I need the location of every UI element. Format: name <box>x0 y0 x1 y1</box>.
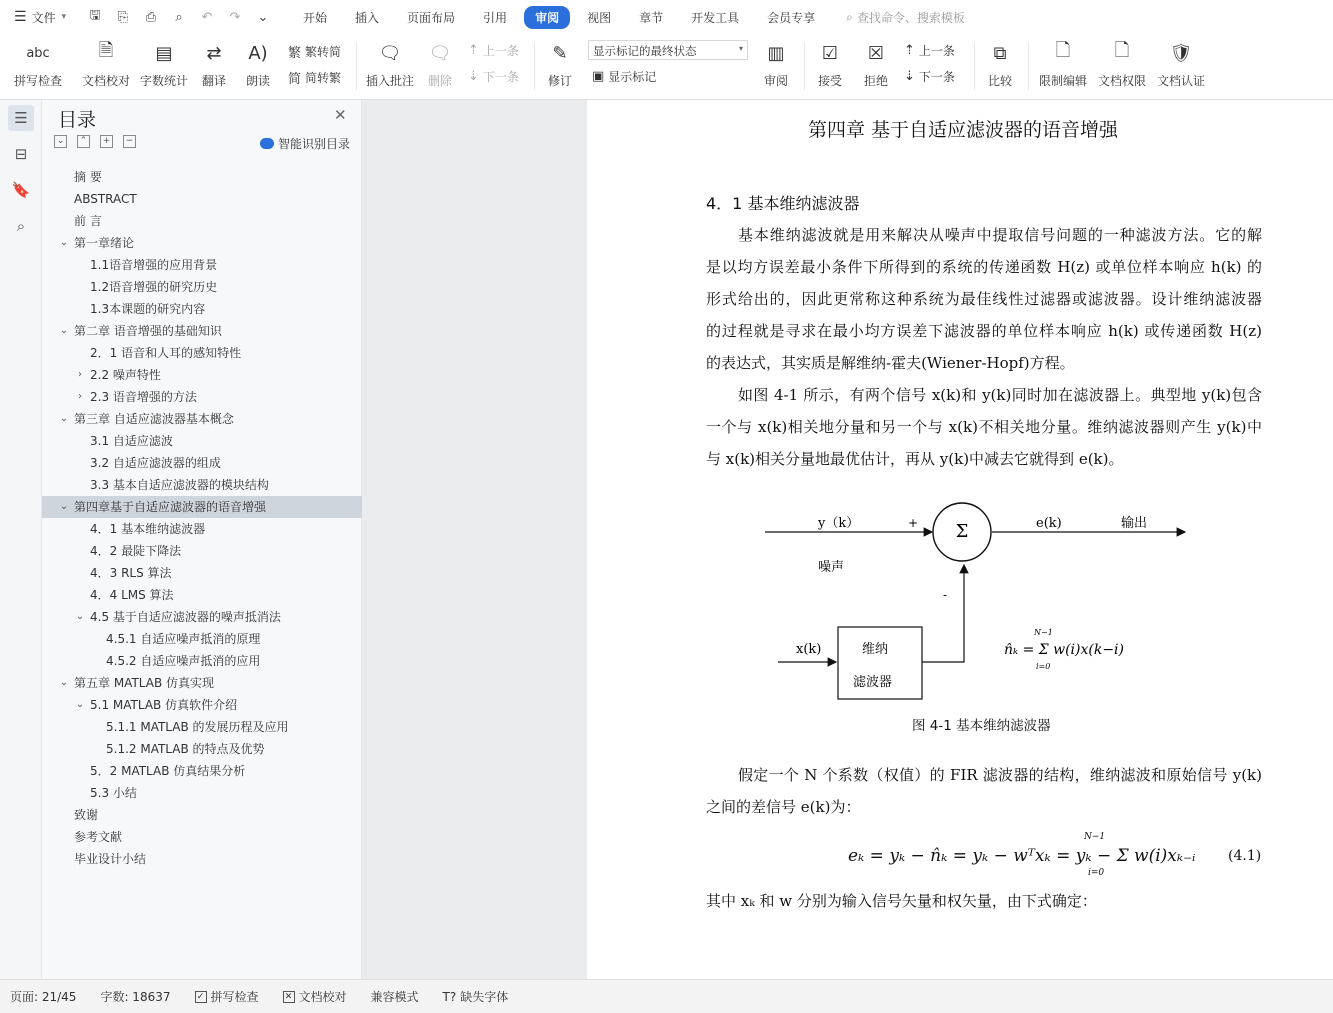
redo-icon[interactable]: ↷ <box>229 9 241 25</box>
export-icon[interactable]: ⎘ <box>117 9 129 25</box>
formula-upper-limit: N−1 <box>1034 628 1053 637</box>
save-icon[interactable]: 🖫 <box>89 8 101 23</box>
lock-doc-icon: 🗋 <box>1055 40 1071 61</box>
paragraph-line: 基本维纳滤波就是用来解决从噪声中提取信号问题的一种滤波方法。它的解 <box>738 226 1262 244</box>
file-menu-label: 文件 <box>31 10 56 25</box>
tab-home[interactable]: 开始 <box>303 10 328 25</box>
toc-item[interactable] <box>42 716 362 738</box>
chevron-down-icon: ▾ <box>61 12 67 22</box>
translate-button[interactable]: ⇄ 翻译 <box>184 38 244 89</box>
paragraph-line: 其中 xₖ 和 w 分别为输入信号矢量和权矢量，由下式确定： <box>706 892 1097 910</box>
menu-bar <box>0 0 1333 34</box>
toc-item-label: 4.5.1 自适应噪声抵消的原理 <box>106 632 261 646</box>
toc-item[interactable] <box>42 342 362 364</box>
equation-body: eₖ = yₖ − n̂ₖ = yₖ − wᵀxₖ = yₖ − Σ w(i)xₖ₋ᵢ <box>848 846 1196 866</box>
tab-page-layout[interactable]: 页面布局 <box>407 10 456 25</box>
toc-item[interactable] <box>42 672 362 694</box>
toc-item-label: 2.3 语音增强的方法 <box>90 390 197 404</box>
toc-item[interactable] <box>42 210 362 232</box>
toc-icon[interactable]: ☰ <box>8 105 34 131</box>
reject-icon: ☒ <box>867 42 885 64</box>
accept-icon: ☑ <box>821 42 839 64</box>
toc-item[interactable] <box>42 540 362 562</box>
plus-sign: + <box>908 516 919 530</box>
toc-item-label: 4．2 最陡下降法 <box>90 544 182 558</box>
customize-icon[interactable]: ⌄ <box>257 9 269 25</box>
wiener-filter-diagram <box>760 495 1200 710</box>
toc-item-label: 毕业设计小结 <box>74 852 147 866</box>
next-change-icon: ⇣ <box>904 69 915 84</box>
toc-toolbar <box>54 135 136 148</box>
restrict-edit-button[interactable]: 🗋 限制编辑 <box>1038 40 1087 88</box>
toc-item-label: 5．2 MATLAB 仿真结果分析 <box>90 764 246 778</box>
chevron-down-icon: ▾ <box>738 44 743 53</box>
revise-button[interactable]: ✎ 修订 <box>530 38 590 89</box>
toc-item-label: 4．1 基本维纳滤波器 <box>90 522 206 536</box>
toc-item-label: 5.1.1 MATLAB 的发展历程及应用 <box>106 720 289 734</box>
doc-proof-button[interactable]: 🗎 文档校对 <box>81 40 130 88</box>
smart-toc-icon <box>260 138 274 149</box>
chapter-title: 第四章 基于自适应滤波器的语音增强 <box>808 119 1119 141</box>
read-aloud-button[interactable]: A) 朗读 <box>228 38 288 89</box>
toc-item-label: 第三章 自适应滤波器基本概念 <box>74 412 234 426</box>
toc-item-label: 5.1.2 MATLAB 的特点及优势 <box>106 742 265 756</box>
prev-change-icon: ⇡ <box>904 43 915 58</box>
toc-item[interactable] <box>42 628 362 650</box>
toc-item[interactable] <box>42 606 362 628</box>
toc-item[interactable] <box>42 738 362 760</box>
paragraph-line: 的表达式，其实质是解维纳-霍夫(Wiener-Hopf)方程。 <box>706 354 1075 372</box>
toc-item-label: 2．1 语音和人耳的感知特性 <box>90 346 242 360</box>
ribbon-tabs <box>292 6 832 29</box>
toc-item[interactable] <box>42 408 362 430</box>
filter-label-line2: 滤波器 <box>853 675 893 690</box>
doc-proof-icon: 🗎 <box>98 40 114 61</box>
search-icon[interactable]: ⌕ <box>16 217 26 235</box>
paragraph-line: 如图 4-1 所示，有两个信号 x(k)和 y(k)同时加在滤波器上。典型地 y(k)包含 <box>738 386 1262 404</box>
comment-delete-icon: 🗨 <box>428 42 452 64</box>
word-count-button[interactable]: ▤ 字数统计 <box>134 38 194 89</box>
toc-item-label: 第二章 语音增强的基础知识 <box>74 324 222 338</box>
certify-icon: 🛡 <box>1169 42 1193 64</box>
toc-pane <box>42 100 362 979</box>
chevron-down-icon[interactable]: ⌄ <box>59 413 69 424</box>
minus-sign: - <box>943 588 948 602</box>
read-aloud-icon: A) <box>248 42 268 64</box>
output-label: 输出 <box>1121 516 1148 531</box>
translate-icon: ⇄ <box>206 42 222 64</box>
accept-button[interactable]: ☑ 接受 <box>800 38 860 89</box>
chapter-nav-icon[interactable]: ⊟ <box>14 145 28 163</box>
tab-insert[interactable]: 插入 <box>355 10 380 25</box>
review-ribbon <box>0 34 1333 100</box>
paragraph-line: 与 x(k)相关分量地最优估计，再从 y(k)中减去它就得到 e(k)。 <box>706 450 1124 468</box>
toc-item-label: 参考文献 <box>74 830 123 844</box>
doc-permission-button[interactable]: 🗋 文档权限 <box>1097 40 1146 88</box>
paragraph-line: 的过程就是寻求在最小均方误差下滤波器的单位样本响应 h(k) 或传递函数 H(z) <box>706 322 1262 340</box>
paragraph-line: 是以均方误差最小条件下所得到的系统的传递函数 H(z) 或单位样本响应 h(k) 的 <box>706 258 1262 276</box>
review-pane-icon: ▥ <box>767 42 785 64</box>
add-heading-icon[interactable]: + <box>100 135 113 148</box>
check-icon: ✓ <box>195 991 207 1003</box>
status-proof[interactable]: ✕ 文档校对 <box>283 988 347 1005</box>
section-title: 4．1 基本维纳滤波器 <box>706 194 860 213</box>
undo-icon[interactable]: ↶ <box>201 9 213 25</box>
close-icon[interactable]: ✕ <box>334 106 347 124</box>
toc-item-label: 1.3本课题的研究内容 <box>90 302 206 316</box>
toc-item-label: 2.2 噪声特性 <box>90 368 161 382</box>
toc-item-label: 3.1 自适应滤波 <box>90 434 173 448</box>
paragraph-3 <box>706 759 1262 823</box>
search-icon: ⌕ <box>846 9 853 24</box>
estimate-formula: n̂ₖ = Σ w(i)x(k−i) <box>1004 642 1124 658</box>
chevron-down-icon[interactable]: ⌄ <box>75 699 85 710</box>
toc-item-label: 前 言 <box>74 214 102 228</box>
proof-icon: ✕ <box>283 991 295 1003</box>
doc-certify-button[interactable]: 🛡 文档认证 <box>1151 38 1211 89</box>
next-icon: ⇣ <box>468 69 479 84</box>
paragraph-line: 一个与 x(k)相关地分量和另一个与 x(k)不相关地分量。维纳滤波器则产生 y(k)中 <box>706 418 1262 436</box>
tab-review[interactable]: 审阅 <box>524 6 570 29</box>
toc-item-label: 4.5.2 自适应噪声抵消的应用 <box>106 654 261 668</box>
sigma-symbol: Σ <box>955 521 969 542</box>
toc-item-label: 第四章基于自适应滤波器的语音增强 <box>74 500 267 514</box>
expand-all-icon[interactable]: ⌃ <box>77 135 90 148</box>
toc-item[interactable] <box>42 760 362 782</box>
compare-button[interactable]: ⧉ 比较 <box>970 38 1030 89</box>
spellcheck-button[interactable]: abc 拼写检查 <box>8 38 68 89</box>
smart-toc-button[interactable]: 智能识别目录 <box>260 135 350 152</box>
equation-number: (4.1) <box>1228 848 1262 864</box>
show-markup-button[interactable]: ▣ 显示标记 <box>592 69 657 84</box>
spellcheck-icon: abc <box>26 45 50 61</box>
word-count-indicator[interactable]: 字数: 18637 <box>100 990 171 1004</box>
chevron-down-icon[interactable]: ⌄ <box>75 611 85 622</box>
toc-item-label: 4.5 基于自适应滤波器的噪声抵消法 <box>90 610 281 624</box>
convert-icon: 繁 <box>288 46 302 61</box>
toc-item[interactable] <box>42 804 362 826</box>
toc-item-label: 4．3 RLS 算法 <box>90 566 172 580</box>
feedback-arrow <box>922 565 964 662</box>
toc-item-label: 1.2语音增强的研究历史 <box>90 280 218 294</box>
toc-item[interactable] <box>42 276 362 298</box>
compat-mode[interactable]: 兼容模式 <box>370 990 419 1004</box>
chevron-down-icon[interactable]: ⌄ <box>59 677 69 688</box>
toc-item[interactable] <box>42 650 362 672</box>
next-change-button[interactable]: ⇣ 下一条 <box>904 69 955 84</box>
chevron-right-icon[interactable]: › <box>78 391 82 402</box>
comment-add-icon: 🗨 <box>378 42 402 64</box>
toc-item-label: 4．4 LMS 算法 <box>90 588 174 602</box>
toc-item[interactable] <box>42 584 362 606</box>
prev-comment-button[interactable]: ⇡ 上一条 <box>468 43 519 58</box>
status-bar <box>0 979 1333 1013</box>
chevron-down-icon[interactable]: ⌄ <box>59 501 69 512</box>
show-markup-icon: ▣ <box>592 69 605 84</box>
toc-item[interactable] <box>42 848 362 870</box>
track-changes-icon: ✎ <box>552 42 568 64</box>
toc-item[interactable] <box>42 694 362 716</box>
toc-item[interactable] <box>42 518 362 540</box>
toc-item[interactable] <box>42 474 362 496</box>
review-pane-button[interactable]: ▥ 审阅 <box>746 38 806 89</box>
compare-icon: ⧉ <box>993 42 1007 64</box>
paragraph-line: 之间的差信号 e(k)为： <box>706 798 861 816</box>
toc-item-label: 摘 要 <box>74 170 102 184</box>
delete-comment-button[interactable]: 🗨 删除 <box>410 38 470 89</box>
paragraph-1 <box>706 219 1262 379</box>
word-count-icon: ▤ <box>155 42 173 64</box>
chevron-down-icon[interactable]: ⌄ <box>59 325 69 336</box>
toc-item[interactable] <box>42 826 362 848</box>
toc-item-label: 3.2 自适应滤波器的组成 <box>90 456 221 470</box>
toc-item[interactable] <box>42 188 362 210</box>
remove-heading-icon[interactable]: − <box>123 135 136 148</box>
missing-font[interactable]: T? 缺失字体 <box>442 989 509 1004</box>
toc-item-label: 第一章绪论 <box>74 236 135 250</box>
toc-item[interactable] <box>42 232 362 254</box>
figure-caption: 图 4-1 基本维纳滤波器 <box>912 718 1051 734</box>
ribbon-divider <box>1028 42 1029 90</box>
simplified-to-traditional-button[interactable]: 简 简转繁 <box>288 68 341 87</box>
toc-item-label: 5.1 MATLAB 仿真软件介绍 <box>90 698 238 712</box>
toc-item[interactable] <box>42 298 362 320</box>
prev-icon: ⇡ <box>468 43 479 58</box>
chevron-down-icon[interactable]: ⌄ <box>59 237 69 248</box>
toc-item[interactable] <box>42 386 362 408</box>
tab-section[interactable]: 章节 <box>639 10 664 25</box>
tab-view[interactable]: 视图 <box>587 10 612 25</box>
traditional-to-simplified-button[interactable]: 繁 繁转简 <box>288 42 341 61</box>
print-icon[interactable]: ⎙ <box>145 9 157 25</box>
convert-icon: 简 <box>288 72 302 87</box>
tab-member[interactable]: 会员专享 <box>767 10 816 25</box>
toc-item[interactable] <box>42 254 362 276</box>
paragraph-4 <box>706 885 1262 917</box>
ribbon-divider <box>356 42 357 90</box>
reject-button[interactable]: ☒ 拒绝 <box>846 38 906 89</box>
toc-item[interactable] <box>42 364 362 386</box>
toc-item[interactable] <box>42 430 362 452</box>
insert-comment-button[interactable]: 🗨 插入批注 <box>360 38 420 89</box>
toc-list <box>42 166 362 870</box>
hamburger-icon: ☰ <box>14 9 27 25</box>
paragraph-2 <box>706 379 1262 475</box>
toc-item-label: 第五章 MATLAB 仿真实现 <box>74 676 214 690</box>
prev-change-button[interactable]: ⇡ 上一条 <box>904 43 955 58</box>
page-indicator[interactable]: 页面: 21/45 <box>10 990 77 1004</box>
equation-upper-limit: N−1 <box>1084 832 1106 842</box>
file-menu[interactable] <box>0 0 86 34</box>
markup-state-select[interactable]: 显示标记的最终状态 ▾ <box>588 40 748 60</box>
output-e-label: e(k) <box>1036 516 1062 531</box>
chevron-right-icon[interactable]: › <box>78 369 82 380</box>
toc-item[interactable] <box>42 562 362 584</box>
permission-icon: 🗋 <box>1114 40 1130 61</box>
side-rail <box>0 100 42 979</box>
input-y-label: y（k） <box>818 516 860 531</box>
paragraph-line: 形式给出的，因此更常称这种系统为最佳线性过滤器或滤波器。设计维纳滤波器 <box>706 290 1262 308</box>
command-search-placeholder: 查找命令、搜索模板 <box>856 10 965 25</box>
paragraph-line: 假定一个 N 个系数（权值）的 FIR 滤波器的结构，维纳滤波和原始信号 y(k) <box>738 766 1262 784</box>
toc-item[interactable] <box>42 496 362 518</box>
toc-item-label: 1.1语音增强的应用背景 <box>90 258 218 272</box>
next-comment-button[interactable]: ⇣ 下一条 <box>468 69 519 84</box>
command-search[interactable] <box>846 9 965 26</box>
toc-item[interactable] <box>42 782 362 804</box>
print-preview-icon[interactable]: ⌕ <box>175 9 183 25</box>
tab-developer[interactable]: 开发工具 <box>691 10 740 25</box>
status-spellcheck[interactable]: ✓ 拼写检查 <box>195 988 259 1005</box>
input-x-label: x(k) <box>796 642 822 657</box>
toc-item-label: 5.3 小结 <box>90 786 137 800</box>
collapse-all-icon[interactable]: ⌄ <box>54 135 67 148</box>
toc-item-label: ABSTRACT <box>74 192 137 206</box>
toc-item-label: 3.3 基本自适应滤波器的模块结构 <box>90 478 269 492</box>
formula-lower-limit: i=0 <box>1036 662 1051 671</box>
toc-item[interactable] <box>42 166 362 188</box>
noise-label: 噪声 <box>818 560 845 575</box>
toc-title: 目录 <box>58 109 97 131</box>
toc-item[interactable] <box>42 452 362 474</box>
filter-label-line1: 维纳 <box>862 642 889 657</box>
toc-item-label: 致谢 <box>74 808 99 822</box>
missing-font-icon: T? <box>442 989 457 1004</box>
bookmark-icon[interactable]: 🔖 <box>11 181 31 199</box>
tab-references[interactable]: 引用 <box>483 10 508 25</box>
toc-item[interactable] <box>42 320 362 342</box>
equation-lower-limit: i=0 <box>1088 868 1105 878</box>
quick-access-toolbar <box>86 8 272 26</box>
